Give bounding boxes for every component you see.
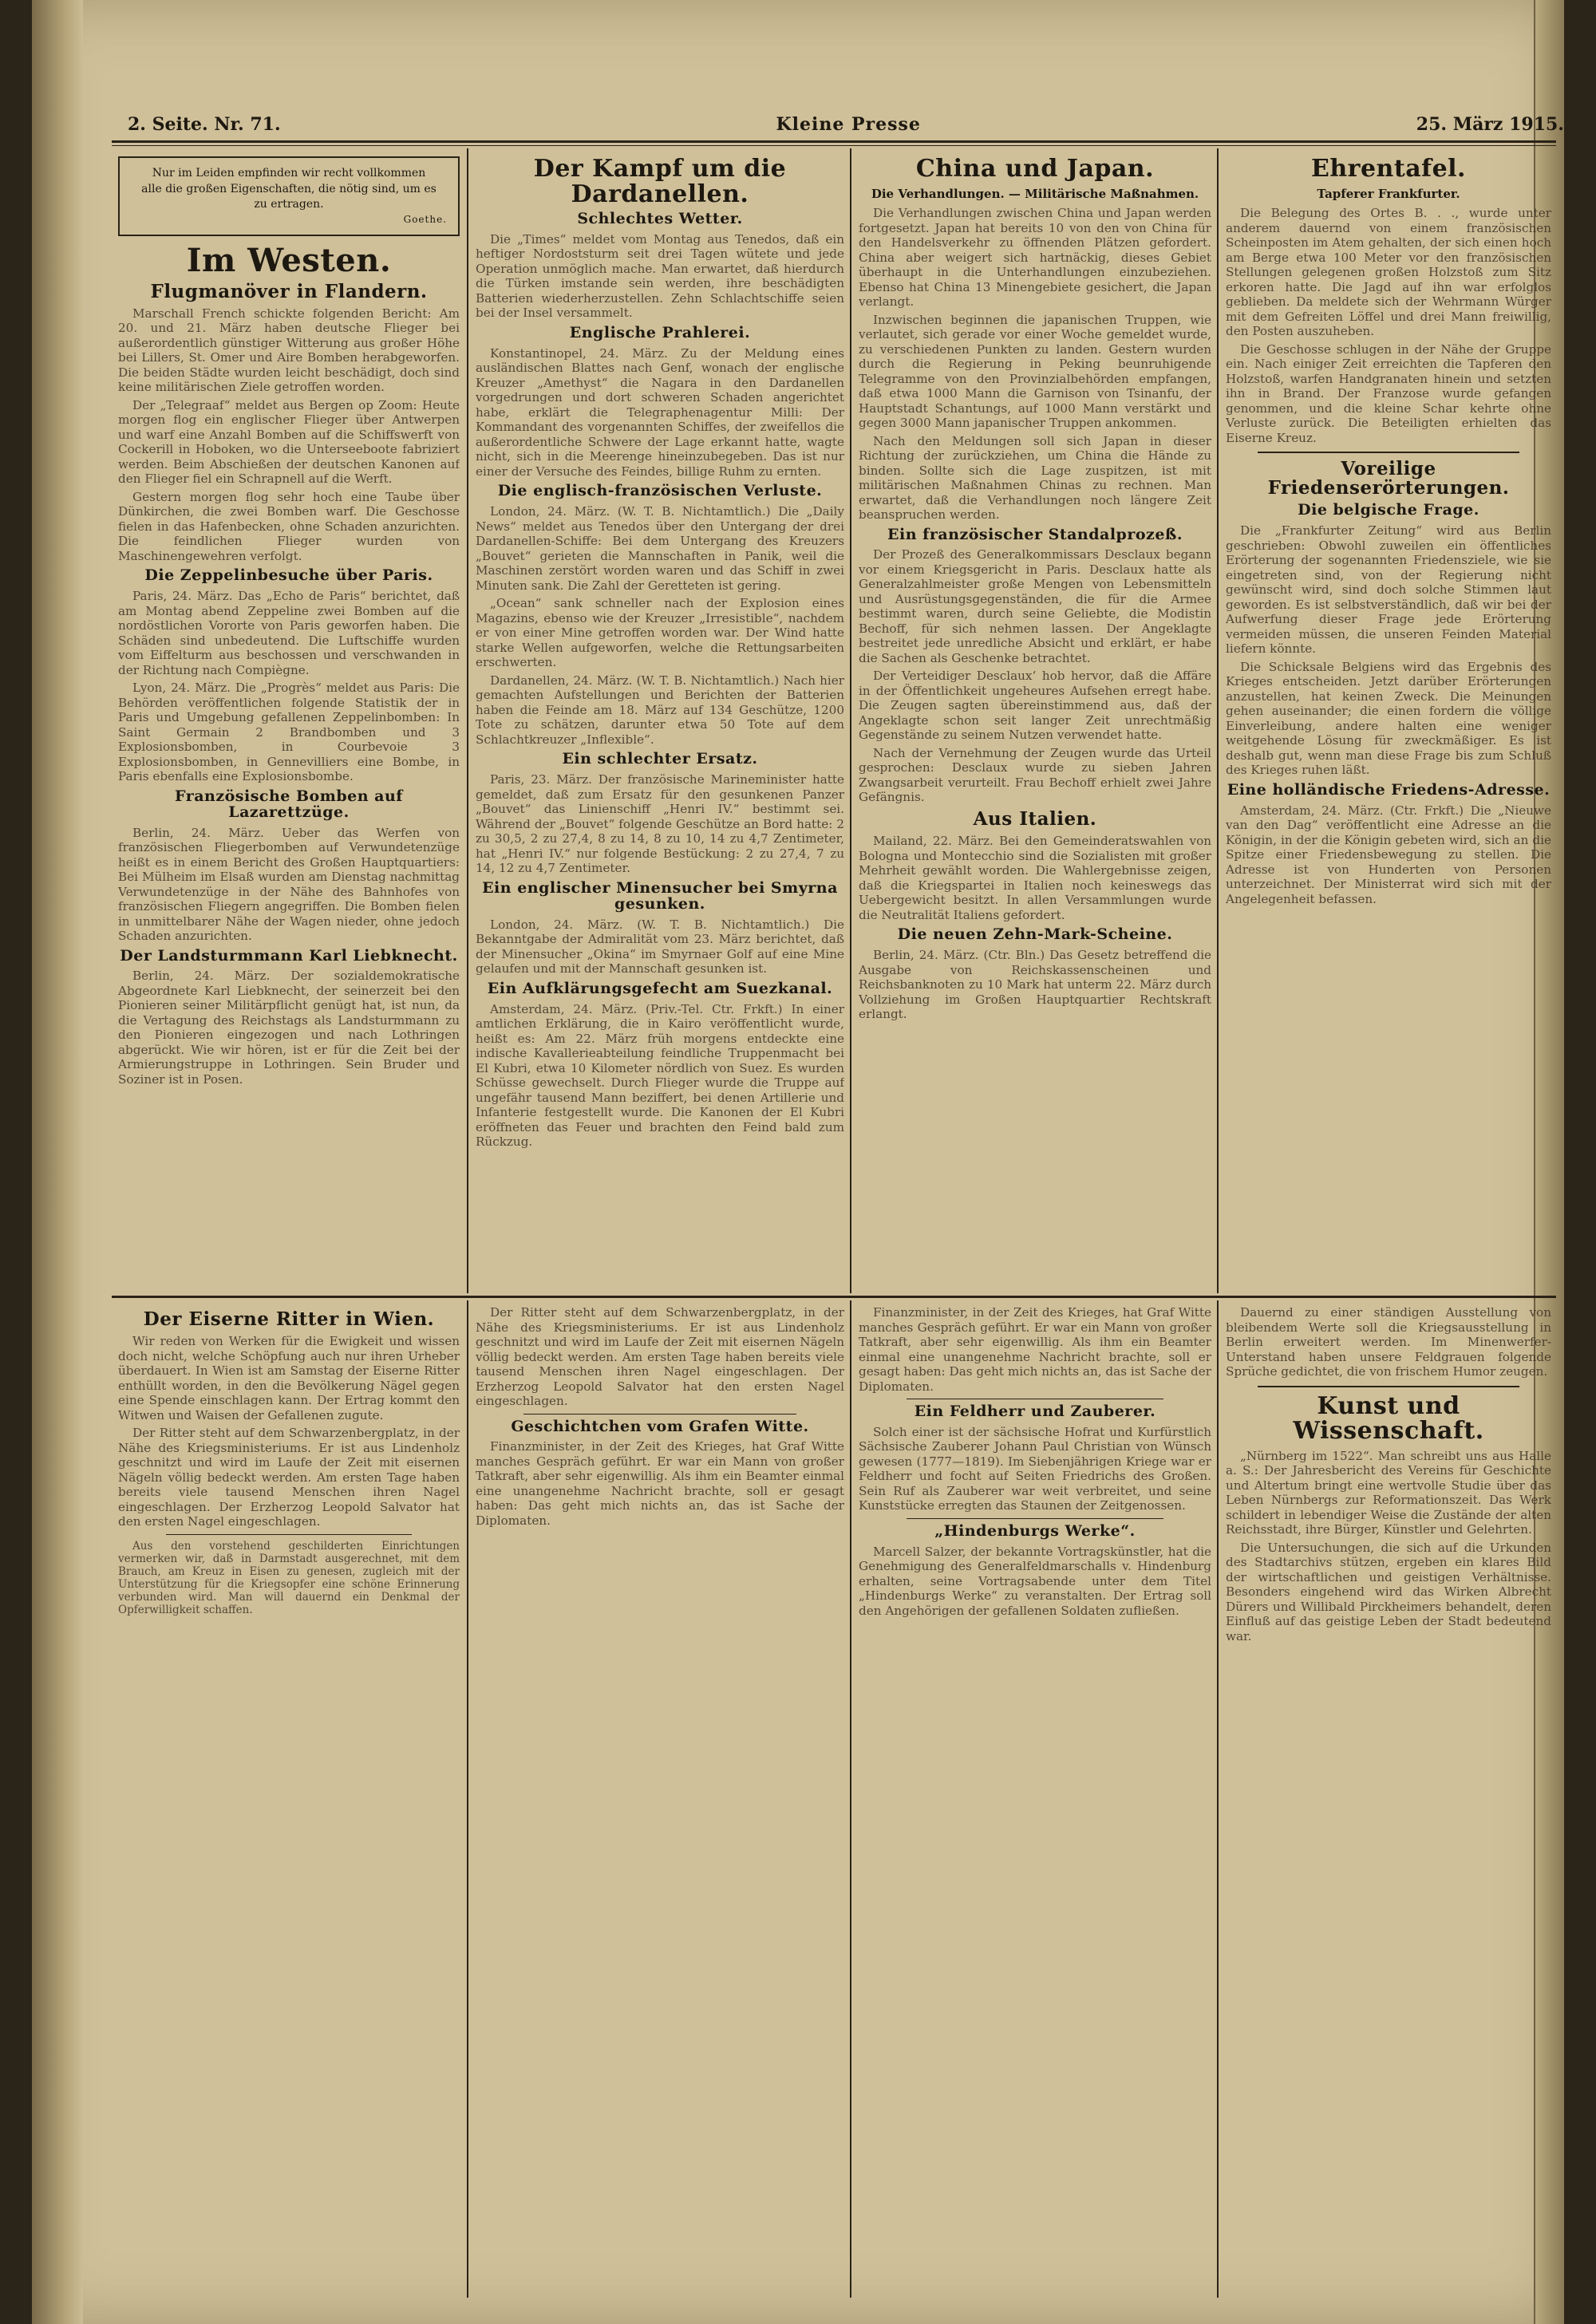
top-rule-thin [112,145,1556,146]
article-text: Gestern morgen flog sehr hoch eine Taube über Dünkirchen, die zwei Bomben warf. Die Geschosse fielen in das Hafenbecken, ohne Schaden anzurichten. Die feindlichen Flieger wurden von Maschinengewehren verfolgt. [118,489,460,563]
headline-ehrentafel: Ehrentafel. [1310,155,1466,183]
section-heading: Ein Feldherr und Zauberer. [914,1403,1156,1420]
section-heading: Ein Aufklärungsgefecht am Suezkanal. [487,979,833,997]
divider [523,1414,796,1415]
article-text: Die „Times“ meldet vom Montag aus Tenedos, daß ein heftiger Nordoststurm seit drei Tagen wütete und jede Operation unmöglich mache. Man erwartet, daß hierdurch die Türken imstande sein werden, ihre beschädigten Batterien wiederherzustellen. Zehn Schlachtschiffe seien bei der Insel versammelt. [476,231,844,321]
lower-column-4 [1226,1305,1551,2294]
kicker: Tapferer Frankfurter. [1317,186,1460,201]
article-text: Dardanellen, 24. März. (W. T. B. Nichtamtlich.) Nach hier gemachten Aufstellungen und Berichten der Batterien haben die Feinde am 18. März auf 134 Geschütze, 1200 Tote zu schätzen, darunter etwa 50 Tote auf dem Schlachtkreuzer „Inflexible“. [476,673,844,747]
article-text: Mailand, 22. März. Bei den Gemeinderatswahlen von Bologna und Montecchio sind die Sozialisten mit großer Mehrheit gewählt worden. Die Wahlergebnisse zeigen, daß die Kriegspartei in Italien noch keineswegs das Uebergewicht besitzt. In allen Versammlungen wurde die Neutralität Italiens gefordert. [859,834,1211,922]
divider [1258,452,1519,453]
article-text: Dauernd zu einer ständigen Ausstellung von bleibendem Werte soll die Kriegsausstellung in Berlin erweitert werden. Im Minenwerfer-Unterstand haben unsere Feldgrauen folgende Sprüche gedichtet, die von frischem Humor zeugen. [1226,1305,1551,1379]
section-heading: Schlechtes Wetter. [577,210,743,227]
section-heading: Die belgische Frage. [1298,501,1479,519]
section-heading: Der Landsturmmann Karl Liebknecht. [120,946,458,965]
col-rule-5 [850,1300,851,2298]
article-text: Finanzminister, in der Zeit des Krieges, hat Graf Witte manches Gespräch geführt. Er war ein Mann von großer Tatkraft, aber sehr eigenwillig. Als ihm ein Beamter einmal eine unangenehme Nachricht brachte, soll er gesagt haben: Das geht mich nichts an, das ist Sache der Diplomaten. [476,1439,844,1528]
lower-column-3 [859,1305,1211,2294]
article-text: Die Belegung des Ortes B. . ., wurde unter anderem dauernd von einem französischen Scheinposten im Atem gehalten, der sich einen hoch am Berge etwa 100 Meter vor den französischen Stellungen gelegenen großen Holzstoß zum Sitz erkoren hatte. Die Jagd auf ihn war erfolglos geblieben. Da meldete sich der Wehrmann Würger mit dem Gefreiten Löffel und drei Mann freiwillig, den Posten auszuheben. [1226,206,1551,338]
article-text: Die Verhandlungen zwischen China und Japan werden fortgesetzt. Japan hat bereits 10 von den von China für den Handelsverkehr zu öffnenden Plätzen gefordert. China aber weigert sich hartnäckig, dieses Gebiet überhaupt in die Unterhandlungen einzubeziehen. Ebenso hat China 13 Minengebiete gesichert, die Japan verlangt. [859,206,1211,309]
divider [907,1518,1163,1519]
kicker: Die Verhandlungen. — Militärische Maßnahmen. [871,186,1199,201]
article-text: Der Ritter steht auf dem Schwarzenbergplatz, in der Nähe des Kriegsministeriums. Er ist aus Lindenholz geschnitzt und wird im Laufe der Zeit mit eisernen Nägeln völlig bedeckt werden. Am ersten Tage haben bereits viele tausend Menschen ihren Nagel eingeschlagen. Der Erzherzog Leopold Salvator hat den ersten Nagel eingeschlagen. [118,1426,460,1529]
col-rule-3 [1217,148,1219,1293]
section-heading: Die neuen Zehn-Mark-Scheine. [897,925,1173,944]
article-text: „Ocean“ sank schneller nach der Explosion eines Magazins, ebenso wie der Kreuzer „Irresistible“, nachdem er von einer Mine getroffen worden war. Der Wind hatte starke Wellen aufgeworfen, welche die Rettungsarbeiten erschwerten. [476,596,844,670]
article-text: Marcell Salzer, der bekannte Vortragskünstler, hat die Genehmigung des Generalfeldmarschalls v. Hindenburg erhalten, seine Vortragsabende unter dem Titel „Hindenburgs Werke“ zu veranstalten. Der Ertrag soll den Angehörigen der gefallenen Soldaten zufließen. [859,1544,1211,1618]
article-text: Berlin, 24. März. (Ctr. Bln.) Das Gesetz betreffend die Ausgabe von Reichskassenscheinen und Reichsbanknoten zu 10 Mark hat unterm 22. März durch Vollziehung im Großen Hauptquartier Rechtskraft erlangt. [859,948,1211,1022]
section-heading: Ein französischer Standalprozeß. [887,525,1183,543]
article-text: London, 24. März. (W. T. B. Nichtamtlich.) Die „Daily News“ meldet aus Tenedos über den Untergang der drei Dardanellen-Schiffe: Bei dem Untergang des Kreuzers „Bouvet“ gerieten die Mannschaften in Panik, weil die Maschinen zerstört worden waren und das Schiff in zwei Minuten sank. Die Zahl der Geretteten ist gering. [476,504,844,593]
section-heading: „Hindenburgs Werke“. [934,1521,1136,1540]
article-text: Nach der Vernehmung der Zeugen wurde das Urteil gesprochen: Desclaux wurde zu sieben Jahren Zwangsarbeit verurteilt. Frau Bechoff erhielt zwei Jahre Gefängnis. [859,745,1211,805]
article-text: Berlin, 24. März. Ueber das Werfen von französischen Fliegerbomben auf Verwundetenzüge heißt es in einem Bericht des Großen Hauptquartiers: Bei Mülheim im Elsaß wurden am Dienstag nachmittag Verwundetenzüge in der Nähe des Bahnhofes von französischen Fliegern angegriffen. Die Bomben fielen in unmittelbarer Nähe der Wagen nieder, ohne jedoch Schaden anzurichten. [118,825,460,944]
article-text: Wir reden von Werken für die Ewigkeit und wissen doch nicht, welche Schöpfung auch nur ihren Urheber überdauert. In Wien ist am Samstag der Eiserne Ritter enthüllt worden, in den die Bevölkerung Nägel gegen eine Spende einschlagen kann. Der Ertrag kommt den Witwen und Waisen der Gefallenen zugute. [118,1334,460,1422]
article-text: Solch einer ist der sächsische Hofrat und Kurfürstlich Sächsische Zauberer Johann Paul Christian von Wünsch gewesen (1777—1819). Im Siebenjährigen Kriege war er Feldherr und focht auf Seiten Friedrichs des Großen. Sein Ruf als Zauberer war weit verbreitet, und seine Kunststücke erregten das Staunen der Zeitgenossen. [859,1424,1211,1513]
article-text: Amsterdam, 24. März. (Ctr. Frkft.) Die „Nieuwe van den Dag“ veröffentlicht eine Adresse an die Königin, in der die Königin gebeten wird, sich an die Spitze einer Friedensbewegung zu stellen. Die Adresse ist von Hunderten von Personen unterzeichnet. Der Ministerrat wird sich mit der Angelegenheit befassen. [1226,803,1551,906]
divider [166,1534,412,1535]
fold-rule [112,1296,1556,1298]
masthead [128,109,1564,140]
article-text: Der „Telegraaf“ meldet aus Bergen op Zoom: Heute morgen flog ein englischer Flieger über Antwerpen und warf eine Anzahl Bomben auf die Schiffswerft von Cockerill in Hoboken, wo die Unterseeboote fabriziert werden. Beim Abschießen der deutschen Kanonen auf den Flieger fiel ein Schrapnell auf die Werft. [118,397,460,487]
headline-china-japan: China und Japan. [915,155,1155,183]
article-text: Der Prozeß des Generalkommissars Desclaux begann vor einem Kriegsgericht in Paris. Desclaux hatte als Generalzahlmeister große Mengen von Lebensmitteln und Ausrüstungsgegenständen, die für die Armee bestimmt waren, durch seine Geliebte, die Modistin Bechoff, für sich nehmen lassen. Der Angeklagte bestreitet jede unredliche Absicht und erklärt, er habe die Sachen als Geschenke betrachtet. [859,547,1211,665]
article-text: Finanzminister, in der Zeit des Krieges, hat Graf Witte manches Gespräch geführt. Er war ein Mann von großer Tatkraft, aber sehr eigenwillig. Als ihm ein Beamter einmal eine unangenehme Nachricht brachte, soll er gesagt haben: Das geht mich nichts an, das ist Sache der Diplomaten. [859,1305,1211,1394]
newspaper-title: Kleine Presse [776,114,921,135]
top-rule [112,140,1556,143]
article-text: Nach den Meldungen soll sich Japan in dieser Richtung der zurückziehen, um China die Hände zu binden. Sollte sich die Lage zuspitzen, ist mit militärischen Maßnahmen Chinas zu rechnen. Man erwartet, daß die Verhandlungen noch längere Zeit beanspruchen werden. [859,433,1211,522]
subheadline-flugmanoever: Flugmanöver in Flandern. [150,280,428,302]
footnote-text: Aus den vorstehend geschilderten Einrichtungen vermerken wir, daß in Darmstadt ausgerechnet, mit dem Brauch, am Kreuz in Eisen zu genesen, zugleich mit der Unterstützung für die Kriegsopfer eine schöne Erinnerung verbunden wird. Man will dauernd ein Denkmal der Opferwilligkeit schaffen. [118,1539,460,1616]
newspaper-page [32,0,1564,2324]
headline-dardanellen: Der Kampf um die Dardanellen. [533,155,787,208]
section-heading: Aus Italien. [973,807,1097,830]
headline-im-westen: Im Westen. [186,241,392,279]
article-text: Amsterdam, 24. März. (Priv.-Tel. Ctr. Frkft.) In einer amtlichen Erklärung, die in Kairo veröffentlicht wurde, heißt es: Am 22. März früh morgens entdeckte eine indische Kavallerieabteilung feindliche Truppenmacht bei El Kubri, etwa 10 Kilometer nördlich von Suez. Es wurden Schüsse gewechselt. Durch Flieger wurde die Truppe auf ungefähr tausend Mann beziffert, bei denen Artillerie und Infanterie festgestellt wurde. Die Kanonen der El Kubri eröffneten das Feuer und brachten den Feind bald zum Rückzug. [476,1001,844,1150]
lower-column-2 [476,1305,844,2294]
article-text: Inzwischen beginnen die japanischen Truppen, wie verlautet, sich gerade vor einer Woche gemeldet wurde, zu verschiedenen Punkten zu landen. Gestern wurden durch die Regierung in Peking beunruhigende Telegramme von den Provinzialbehörden empfangen, daß etwa 1000 Mann die Garnison von Tsinanfu, der Hauptstadt Schantungs, auf 1000 Mann verstärkt und gegen 3000 Mann japanischer Truppen ankommen. [859,312,1211,430]
section-heading: Die englisch-französischen Verluste. [497,482,823,500]
article-text: Paris, 23. März. Der französische Marineminister hatte gemeldet, daß zum Ersatz für den gesunkenen Panzer „Bouvet“ das Linienschiff „Henri IV.“ bestimmt sei. Während der „Bouvet“ folgende Geschütze an Bord hatte: 2 zu 30,5, 2 zu 27,4, 8 zu 14, 8 zu 10, 14 zu 4,7 Zentimeter, hat „Henri IV.“ nur folgende Bestückung: 2 zu 27,4, 7 zu 14, 12 zu 4,7 Zentimeter. [476,772,844,876]
quote-box [118,156,460,236]
binding-gutter [32,0,83,2324]
section-heading: Eine holländische Friedens-Adresse. [1227,780,1551,799]
issue-date: 25. März 1915. [1416,114,1564,135]
section-heading: Französische Bomben auf Lazarettzüge. [175,787,403,821]
article-text: Die Schicksale Belgiens wird das Ergebnis des Krieges entscheiden. Jetzt darüber Erörterungen anzustellen, hat keinen Zweck. Die Meinungen gehen auseinander; die einen fordern die völlige Einverleibung, andere halten eine weniger weitgehende Lösung für zweckmäßiger. Es ist deshalb gut, wenn man diese Frage bis zum Schluß des Krieges ruhen läßt. [1226,659,1551,778]
article-text: Konstantinopel, 24. März. Zu der Meldung eines ausländischen Blattes nach Genf, wonach der englische Kreuzer „Amethyst“ die Nagara in den Dardanellen vorgedrungen und dort schweren Schaden angerichtet habe, erklärt die Telegraphenagentur Milli: Der Kommandant des vorgenannten Schiffes, der zweifellos die außerordentliche Schwere der Lage erkannt hatte, wagte nicht, sich in die Meerenge hineinzubegeben. Das ist nur einer der Versuche des Feindes, billige Ruhm zu ernten. [476,345,844,479]
col-rule-6 [1217,1300,1219,2298]
col-rule-4 [467,1300,468,2298]
article-text: Der Verteidiger Desclaux‘ hob hervor, daß die Affäre in der Öffentlichkeit ungeheures Aufsehen erregt habe. Die Zeugen sagten übereinstimmend aus, daß der Angeklagte schon seit langer Zeit unrechtmäßig Gegenstände zu seinem Nutzen verwendet hatte. [859,669,1211,743]
section-heading: Geschichtchen vom Grafen Witte. [511,1417,809,1435]
article-text: Die Geschosse schlugen in der Nähe der Gruppe ein. Nach einiger Zeit erreichten die Tapferen den Holzstoß, warfen Handgranaten hinein und setzten ihn in Brand. Der Franzose wurde gefangen genommen, und die kleine Schar kehrte ohne Verluste zurück. Die Beteiligten erhielten das Eiserne Kreuz. [1226,341,1551,445]
lower-column-1 [118,1305,460,2294]
divider [1258,1386,1519,1387]
col-rule-2 [850,148,851,1293]
section-heading: Die Zeppelinbesuche über Paris. [144,566,433,585]
article-text: Lyon, 24. März. Die „Progrès“ meldet aus Paris: Die Behörden veröffentlichen folgende Statistik der in Paris und Umgebung gefallenen Zeppelinbomben: In Saint Germain 2 Brandbomben und 3 Explosionsbomben, in Courbevoie 3 Explosionsbomben, in Gennevilliers eine Bombe, in Paris ebenfalls eine Explosionsbombe. [118,681,460,784]
section-heading: Englische Prahlerei. [569,323,751,341]
headline-friedenseroerterungen: Voreilige Friedenserörterungen. [1267,458,1510,499]
section-heading: Ein schlechter Ersatz. [562,750,758,768]
column-2 [476,152,844,1292]
article-text: Der Ritter steht auf dem Schwarzenbergplatz, in der Nähe des Kriegsministeriums. Er ist aus Lindenholz geschnitzt und wird im Laufe der Zeit mit eisernen Nägeln völlig bedeckt werden. Am ersten Tage haben bereits viele tausend Menschen ihren Nagel eingeschlagen. Der Erzherzog Leopold Salvator hat den ersten Nagel eingeschlagen. [476,1305,844,1408]
article-text: „Nürnberg im 1522“. Man schreibt uns aus Halle a. S.: Der Jahresbericht des Vereins für Geschichte und Altertum bringt eine wertvolle Studie über das Leben Nürnbergs zur Reformationszeit. Das Werk schildert in lebendiger Weise die Zustände der alten Reichsstadt, ihre Bürger, Künstler und Gelehrten. [1226,1448,1551,1537]
page-number: 2. Seite. Nr. 71. [128,114,281,135]
article-text: Marschall French schickte folgenden Bericht: Am 20. und 21. März haben deutsche Flieger bei außerordentlich günstiger Witterung aus großer Höhe bei Lillers, St. Omer und Aire Bomben herabgeworfen. Die beiden Städte wurden leicht beschädigt, doch sind keine militärischen Ziele getroffen worden. [118,306,460,395]
section-heading: Ein englischer Minensucher bei Smyrna gesunken. [482,878,838,913]
article-text: Die Untersuchungen, die sich auf die Urkunden des Stadtarchivs stützen, ergeben ein klares Bild der wirtschaftlichen und geistigen Verhältnisse. Besonders eingehend wird das Wirken Albrecht Dürers und Willibald Pirckheimers behandelt, deren Einfluß auf das geistige Leben der Stadt bedeutend war. [1226,1540,1551,1643]
quote-source: Goethe. [403,213,447,225]
column-1 [118,152,460,1292]
article-text: London, 24. März. (W. T. B. Nichtamtlich.) Die Bekanntgabe der Admiralität vom 23. März berichtet, daß der Minensucher „Okina“ im Smyrnaer Golf auf eine Mine gelaufen und mit der Mannschaft gesunken ist. [476,917,844,977]
quote-line: Nur im Leiden empfinden wir recht vollkommen [152,167,426,180]
col-rule-1 [467,148,468,1293]
quote-line: zu ertragen. [254,198,324,211]
column-3 [859,152,1211,1292]
article-text: Berlin, 24. März. Der sozialdemokratische Abgeordnete Karl Liebknecht, der seinerzeit bei den Pionieren seiner Militärpflicht genügt hat, ist nun, da die Vertagung des Reichstags als Landsturmmann zu den Pionieren eingezogen und nach Lothringen abgerückt. Wie wir hören, ist er für die Zeit bei der Armierungstruppe in Lothringen. Sein Bruder und Soziner ist in Posen. [118,969,460,1087]
headline-kunst-wissenschaft: Kunst und Wissenschaft. [1293,1391,1484,1445]
article-text: Die „Frankfurter Zeitung“ wird aus Berlin geschrieben: Obwohl zuweilen ein öffentliches Erörterung der sogenannten Friedensziele, wie sie eingetreten sind, von der Regierung nicht gewünscht wird, sind doch solche Stimmen laut geworden. Es ist selbstverständlich, daß wir bei der Aufwerfung dieser Frage jede Erörterung vermeiden müssen, die unseren Feinden Material liefern könnte. [1226,523,1551,657]
quote-line: alle die großen Eigenschaften, die nötig sind, um es [141,182,437,195]
headline-eiserner-ritter: Der Eiserne Ritter in Wien. [143,1308,435,1330]
article-text: Paris, 24. März. Das „Echo de Paris“ berichtet, daß am Montag abend Zeppeline zwei Bomben auf die nordöstlichen Vororte von Paris geworfen haben. Die Schäden sind unbedeutend. Die Luftschiffe wurden vom Eiffelturm aus beschossen und verschwanden in der Richtung nach Compiègne. [118,589,460,677]
column-4 [1226,152,1551,1292]
